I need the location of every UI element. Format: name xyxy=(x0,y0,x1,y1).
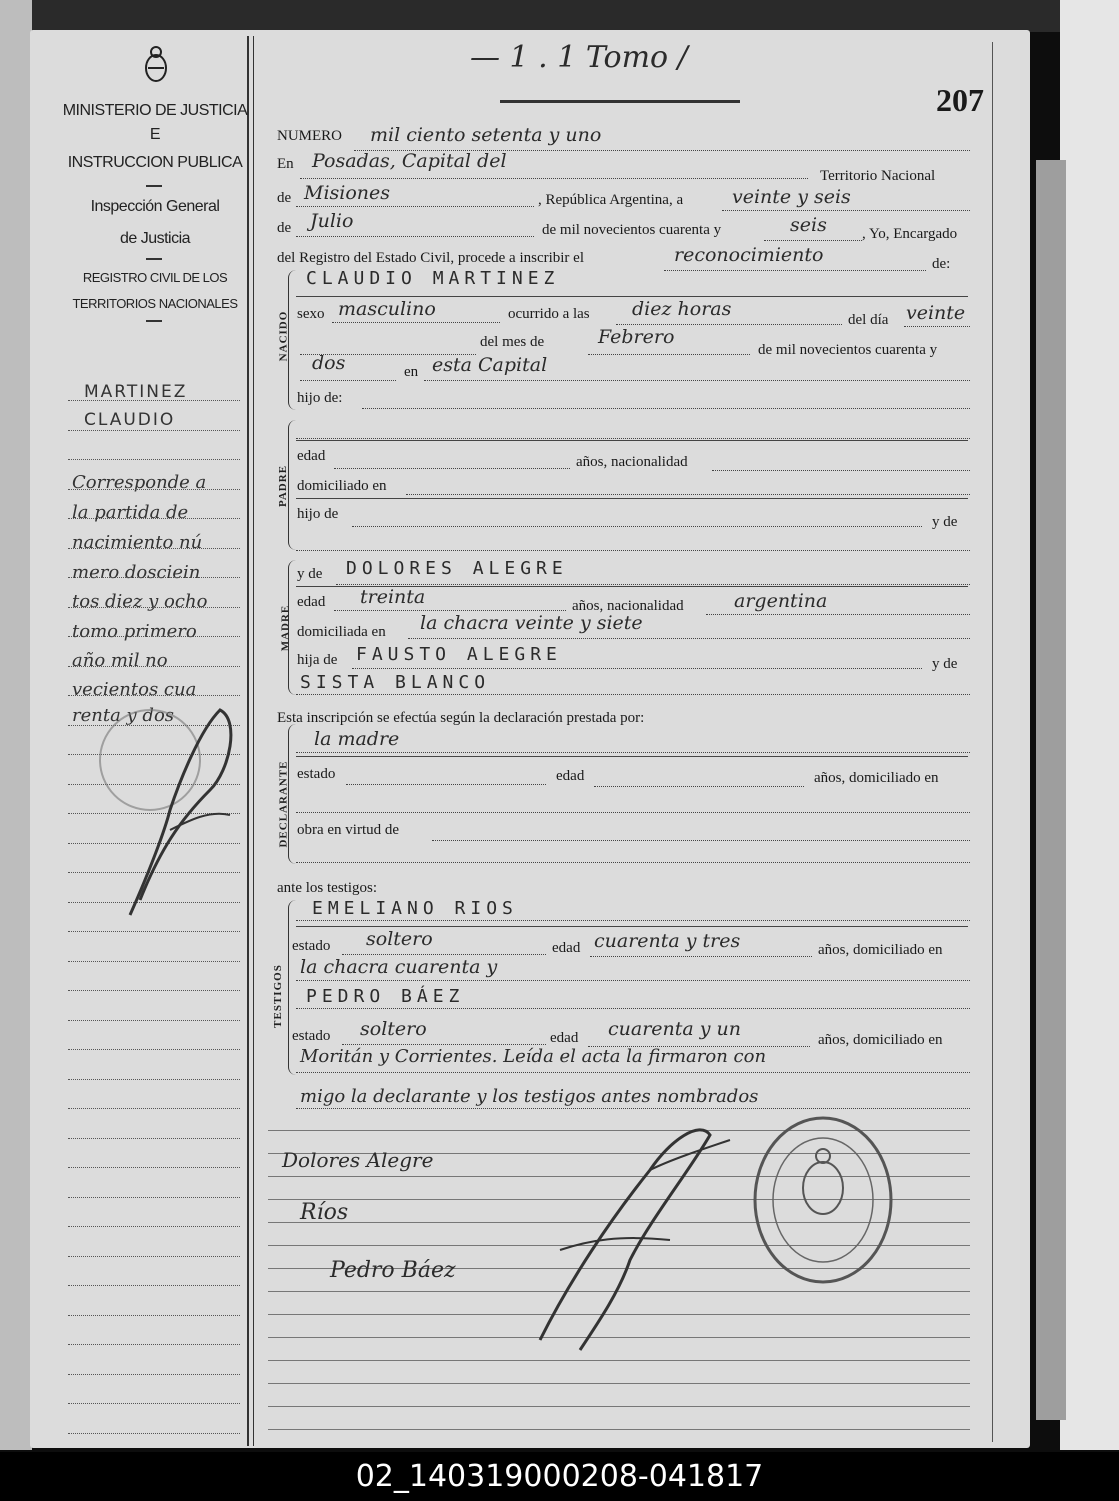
declarante-estado-label: estado xyxy=(297,766,336,782)
padre-side-label: PADRE xyxy=(277,464,290,508)
t2-domicilio-value: Moritán y Corrientes. Leída el acta la firmaron con xyxy=(300,1046,767,1067)
numero-label: NUMERO xyxy=(277,128,343,144)
top-annotation-underline xyxy=(500,100,740,103)
page-number: 207 xyxy=(936,82,984,118)
padre-y-de-field xyxy=(296,532,970,551)
madre-nacionalidad-value: argentina xyxy=(734,590,828,612)
inspection-line2: de Justicia xyxy=(119,230,191,247)
hijo-de-label: hijo de: xyxy=(297,390,343,406)
madre-anios-label: años, nacionalidad xyxy=(572,598,684,614)
padre-hijo-field xyxy=(352,508,922,527)
margin-ruled-line xyxy=(68,1344,240,1345)
margin-ruled-line xyxy=(68,1315,240,1316)
obra-field xyxy=(432,822,970,841)
adjacent-page-edge xyxy=(0,0,32,1450)
margin-ruled-line xyxy=(68,430,240,431)
margin-ruled-line xyxy=(68,636,240,637)
en-label: En xyxy=(277,156,294,172)
mes-value: Julio xyxy=(310,210,354,232)
registry-line2: TERRITORIOS NACIONALES xyxy=(72,296,238,311)
padre-nacionalidad-field xyxy=(712,452,970,471)
testigos-label: ante los testigos: xyxy=(277,880,377,896)
margin-ruled-line xyxy=(68,1403,240,1404)
t2-estado-value: soltero xyxy=(360,1018,427,1040)
de2-label: de xyxy=(277,220,292,236)
margin-ruled-line xyxy=(68,961,240,962)
nacido-rule xyxy=(296,296,968,297)
encargado-label: , Yo, Encargado xyxy=(862,226,958,242)
madre-domicilio-label: domiciliada en xyxy=(297,624,386,640)
padre-y-de-label: y de xyxy=(932,514,958,530)
declarante-rule xyxy=(296,756,968,757)
ocurrido-label: ocurrido a las xyxy=(508,306,590,322)
padre-edad-label: edad xyxy=(297,448,326,464)
page-stack-edge xyxy=(1036,160,1066,1420)
madre-edad-value: treinta xyxy=(360,586,426,608)
right-margin-rule xyxy=(992,42,993,1442)
padre-domicilio-label: domiciliado en xyxy=(297,478,387,494)
registro-label: del Registro del Estado Civil, procede a inscribir el xyxy=(277,250,585,266)
ministry-line3: INSTRUCCION PUBLICA xyxy=(67,154,243,171)
margin-signature xyxy=(80,700,250,930)
t2-estado-label: estado xyxy=(292,1028,331,1044)
official-seal-stamp xyxy=(750,1110,900,1290)
signature-ruled-line xyxy=(268,1429,970,1430)
madre-y-de-label: y de xyxy=(297,566,323,582)
declarante-side-label: DECLARANTE xyxy=(277,760,290,848)
margin-ruled-line xyxy=(68,1374,240,1375)
signature-ruled-line xyxy=(268,1360,970,1361)
madre-padre-value: FAUSTO ALEGRE xyxy=(356,644,562,665)
fecha-dia-value: veinte y seis xyxy=(732,186,851,208)
margin-note-line: mero dosciein xyxy=(72,562,201,583)
padre-rule2 xyxy=(296,498,968,499)
madre-madre-value: SISTA BLANCO xyxy=(300,672,491,693)
margin-ruled-line xyxy=(68,548,240,549)
dia-value: veinte xyxy=(906,302,966,324)
margin-ruled-line xyxy=(68,459,240,460)
madre-edad-label: edad xyxy=(297,594,326,610)
t2-edad-label: edad xyxy=(550,1030,579,1046)
inscribir-value: reconocimiento xyxy=(674,244,824,266)
sexo-value: masculino xyxy=(338,298,436,320)
declaracion-label: Esta inscripción se efectúa según la declaración prestada por: xyxy=(277,710,645,726)
margin-ruled-line xyxy=(68,666,240,667)
republica-label: , República Argentina, a xyxy=(538,192,684,208)
margin-ruled-line xyxy=(68,695,240,696)
padre-edad-field xyxy=(334,450,570,469)
t1-edad-value: cuarenta y tres xyxy=(594,930,741,952)
padre-hijo-label: hijo de xyxy=(297,506,339,522)
declarante-estado-field xyxy=(346,766,546,785)
nacido-en-label: en xyxy=(404,364,419,380)
nacido-nombre-value: CLAUDIO MARTINEZ xyxy=(306,268,560,289)
registry-line1: REGISTRO CIVIL DE LOS xyxy=(82,270,228,285)
t2-nombre-value: PEDRO BÁEZ xyxy=(306,986,465,1007)
anio-value: seis xyxy=(790,214,827,236)
testigos-side-label: TESTIGOS xyxy=(271,964,284,1028)
hora-value: diez horas xyxy=(632,298,732,320)
margin-ruled-line xyxy=(68,1197,240,1198)
de3-label: de: xyxy=(932,256,951,272)
top-background xyxy=(0,0,1119,32)
t1-estado-label: estado xyxy=(292,938,331,954)
nacido-novecientos-label: de mil novecientos cuarenta y xyxy=(758,342,938,358)
header-dash xyxy=(146,258,162,260)
nacido-lugar-value: esta Capital xyxy=(432,354,548,376)
signature-ruled-line xyxy=(268,1383,970,1384)
obra-field2 xyxy=(296,844,970,863)
nacido-side-label: NACIDO xyxy=(277,310,290,362)
margin-ruled-line xyxy=(68,518,240,519)
margin-note-line: nacimiento nú xyxy=(72,532,203,553)
declarante-nombre-value: la madre xyxy=(314,728,400,750)
t2-edad-value: cuarenta y un xyxy=(608,1018,742,1040)
sexo-label: sexo xyxy=(297,306,325,322)
cierre-value: migo la declarante y los testigos antes nombrados xyxy=(300,1086,759,1107)
testigos-rule xyxy=(296,926,968,927)
signature-declarante: Dolores Alegre xyxy=(282,1148,434,1172)
nacido-anio-value: dos xyxy=(312,352,346,374)
signature-testigo2: Pedro Báez xyxy=(330,1258,456,1283)
margin-ruled-line xyxy=(68,607,240,608)
margin-ruled-line xyxy=(68,577,240,578)
del-dia-label: del día xyxy=(848,312,889,328)
madre-y-de-label2: y de xyxy=(932,656,958,672)
margin-ruled-line xyxy=(68,400,240,401)
nacido-brace xyxy=(288,270,297,410)
margin-ruled-line xyxy=(68,1226,240,1227)
inspection-line1: Inspección General xyxy=(90,198,220,215)
t2-anios-label: años, domiciliado en xyxy=(818,1032,943,1048)
madre-nombre-value: DOLORES ALEGRE xyxy=(346,558,568,579)
padre-domicilio-field xyxy=(406,476,970,495)
margin-ruled-line xyxy=(68,1108,240,1109)
madre-hija-label: hija de xyxy=(297,652,338,668)
numero-value: mil ciento setenta y uno xyxy=(370,124,602,146)
margin-ruled-line xyxy=(68,990,240,991)
margin-ruled-line xyxy=(68,1138,240,1139)
margin-ruled-line xyxy=(68,1256,240,1257)
margin-surname: MARTINEZ xyxy=(84,382,188,402)
officer-signature xyxy=(500,1100,760,1360)
margin-note-line: vecientos cua xyxy=(72,679,197,700)
declarante-domicilio-field xyxy=(296,794,970,813)
margin-ruled-line xyxy=(68,1079,240,1080)
coat-of-arms-icon xyxy=(143,44,169,84)
signature-ruled-line xyxy=(268,1406,970,1407)
margin-ruled-line xyxy=(68,1285,240,1286)
t1-anios-label: años, domiciliado en xyxy=(818,942,943,958)
margin-note-line: tos diez y ocho xyxy=(72,591,208,612)
novecientos-label: de mil novecientos cuarenta y xyxy=(542,222,722,238)
margin-ruled-line xyxy=(68,931,240,932)
ministry-line1: MINISTERIO DE JUSTICIA xyxy=(62,102,248,119)
margin-note-line: renta y dos xyxy=(72,705,175,726)
margin-note-line: la partida de xyxy=(72,502,189,523)
header-dash xyxy=(146,185,162,187)
en-value: Posadas, Capital del xyxy=(312,150,507,172)
margin-ruled-line xyxy=(68,1049,240,1050)
margin-note-line: año mil no xyxy=(72,650,168,671)
padre-nombre-field xyxy=(296,420,970,439)
right-background xyxy=(1060,0,1119,1450)
margin-ruled-line xyxy=(68,489,240,490)
t1-edad-label: edad xyxy=(552,940,581,956)
margin-ruled-line xyxy=(68,1167,240,1168)
declarante-anios-label: años, domiciliado en xyxy=(814,770,939,786)
header-dash xyxy=(146,320,162,322)
de-label: de xyxy=(277,190,292,206)
ministry-line2: E xyxy=(149,126,161,143)
declarante-edad-label: edad xyxy=(556,768,585,784)
hijo-de-field xyxy=(362,390,970,409)
nacido-mes-label: del mes de xyxy=(480,334,545,350)
margin-ruled-line xyxy=(68,1433,240,1434)
declarante-edad-field xyxy=(594,768,804,787)
margin-note-line: Corresponde a xyxy=(72,472,207,493)
margin-note-line: tomo primero xyxy=(72,621,197,642)
madre-domicilio-value: la chacra veinte y siete xyxy=(420,612,643,634)
margin-given-name: CLAUDIO xyxy=(84,410,176,430)
territorio-label: Territorio Nacional xyxy=(820,168,936,184)
signature-testigo1: Ríos xyxy=(300,1200,349,1225)
top-annotation: — 1 . 1 Tomo / xyxy=(470,40,688,75)
image-caption: 02_140319000208-041817 xyxy=(0,1452,1119,1501)
padre-anios-label: años, nacionalidad xyxy=(576,454,688,470)
de-value: Misiones xyxy=(304,182,391,204)
nacido-mes-value: Febrero xyxy=(598,326,675,348)
madre-side-label: MADRE xyxy=(279,604,292,652)
obra-label: obra en virtud de xyxy=(297,822,400,838)
margin-ruled-line xyxy=(68,1020,240,1021)
t1-estado-value: soltero xyxy=(366,928,433,950)
t1-domicilio-value: la chacra cuarenta y xyxy=(300,956,498,978)
padre-rule xyxy=(296,440,968,441)
t1-nombre-value: EMELIANO RIOS xyxy=(312,898,518,919)
